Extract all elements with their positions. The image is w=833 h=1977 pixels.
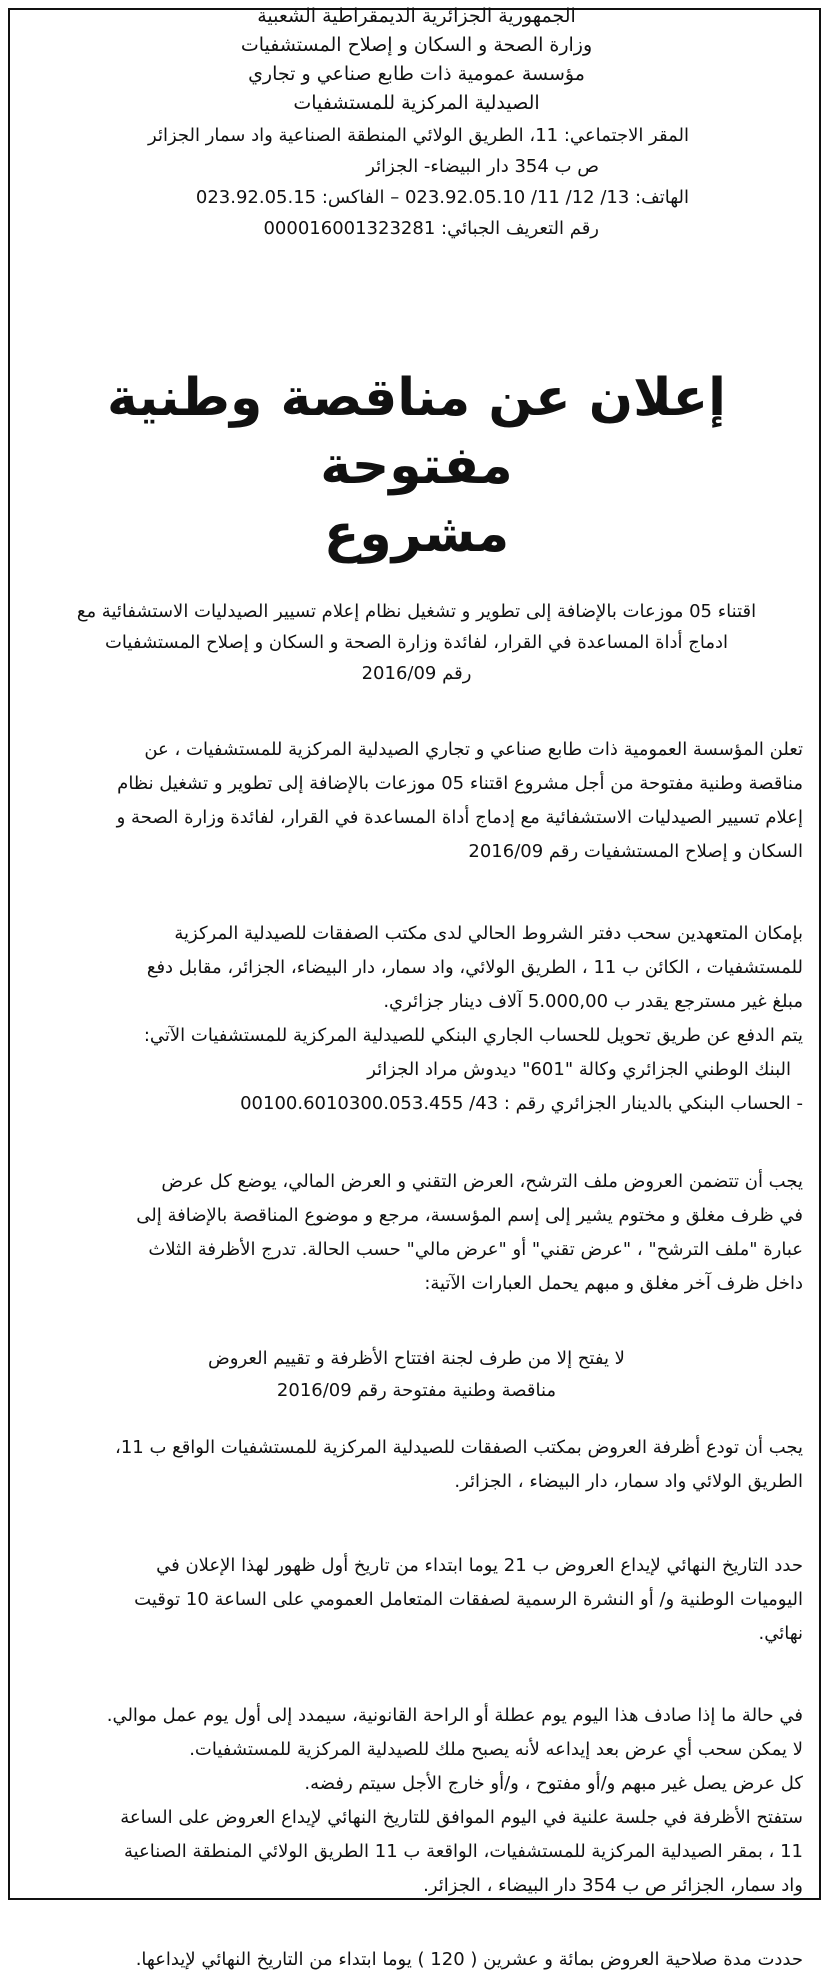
contact-info	[24, 120, 809, 244]
subject-line-1: اقتناء 05 موزعات بالإضافة إلى تطوير و تشغيل نظام إعلام تسيير الصيدليات الاستشفائية مع	[76, 601, 757, 622]
envelope-line-2: مناقصة وطنية مفتوحة رقم 2016/09	[276, 1380, 557, 1401]
paragraph-line: كل عرض يصل غير مبهم و/أو مفتوح ، و/أو خارج الأجل سيتم رفضه.	[304, 1773, 803, 1794]
title-line-2: مشروع	[323, 504, 510, 564]
paragraph-line: تعلن المؤسسة العمومية ذات طابع صناعي و تجاري الصيدلية المركزية للمستشفيات ، عن	[144, 739, 803, 760]
paragraph-line: يجب أن تودع أظرفة العروض بمكتب الصفقات للصيدلية المركزية للمستشفيات الواقع ب 11،	[115, 1437, 803, 1458]
subject-line-3: رقم 2016/09	[361, 663, 472, 684]
paragraph-line: يتم الدفع عن طريق تحويل للحساب الجاري البنكي للصيدلية المركزية للمستشفيات الآتي:	[143, 1025, 803, 1046]
paragraph-line: في ظرف مغلق و مختوم يشير إلى إسم المؤسسة، مرجع و موضوع المناقصة بالإضافة إلى	[136, 1205, 803, 1226]
address-line: المقر الاجتماعي: 11، الطريق الولائي المنطقة الصناعية واد سمار الجزائر	[148, 125, 689, 146]
paragraph-line: يجب أن تتضمن العروض ملف الترشح، العرض التقني و العرض المالي، يوضع كل عرض	[161, 1171, 803, 1192]
paragraph-line: حدد التاريخ النهائي لإيداع العروض ب 21 يوما ابتداء من تاريخ أول ظهور لهذا الإعلان في	[156, 1555, 803, 1576]
paragraph-line: بإمكان المتعهدين سحب دفتر الشروط الحالي لدى مكتب الصفقات للصيدلية المركزية	[174, 923, 803, 944]
paragraph-line: 11 ، بمقر الصيدلية المركزية للمستشفيات، الواقعة ب 11 الطريق الولائي المنطقة الصناعية	[123, 1841, 803, 1862]
bank-name-line: البنك الوطني الجزائري وكالة "601" ديدوش مراد الجزائر	[367, 1059, 791, 1080]
announcement-title	[24, 364, 809, 568]
header-line-pharmacy: الصيدلية المركزية للمستشفيات	[293, 92, 540, 114]
paragraph-line: مبلغ غير مسترجع يقدر ب 5.000,00 آلاف دينار جزائري.	[383, 991, 803, 1012]
phone-fax-line: الهاتف: 13/ 12/ 11/ 023.92.05.10 – الفاكس: 023.92.05.15	[195, 187, 689, 208]
header-line-republic: الجمهورية الجزائرية الديمقراطية الشعبية	[257, 5, 576, 27]
po-box-line: ص ب 354 دار البيضاء- الجزائر	[366, 156, 599, 177]
paragraph-line: في حالة ما إذا صادف هذا اليوم يوم عطلة أو الراحة القانونية، سيمدد إلى أول يوم عمل موالي.	[106, 1705, 803, 1726]
envelope-line-1: لا يفتح إلا من طرف لجنة افتتاح الأظرفة و تقييم العروض	[208, 1348, 625, 1369]
paragraph-rules	[24, 1699, 809, 1903]
tax-id-line: رقم التعريف الجبائي: 000016001323281	[263, 218, 599, 239]
paragraph-line: ستفتح الأظرفة في جلسة علنية في اليوم الموافق للتاريخ النهائي لإيداع العروض على الساعة	[120, 1807, 803, 1828]
paragraph-offers	[24, 1165, 809, 1301]
header-line-establishment: مؤسسة عمومية ذات طابع صناعي و تجاري	[248, 63, 585, 85]
subject-line-2: ادماج أداة المساعدة في القرار، لفائدة وزارة الصحة و السكان و إصلاح المستشفيات	[104, 632, 728, 653]
project-subject	[24, 596, 809, 689]
paragraph-line: واد سمار، الجزائر ص ب 354 دار البيضاء ، الجزائر.	[423, 1875, 803, 1896]
paragraph-line: اليوميات الوطنية و/ أو النشرة الرسمية لصفقات المتعامل العمومي على الساعة 10 توقيت	[134, 1589, 803, 1610]
paragraph-line: مناقصة وطنية مفتوحة من أجل مشروع اقتناء 05 موزعات بالإضافة إلى تطوير و تشغيل نظام	[117, 773, 803, 794]
paragraph-line: إعلام تسيير الصيدليات الاستشفائية مع إدماج أداة المساعدة في القرار، لفائدة وزارة الصحة و	[116, 807, 803, 828]
announcement-document	[24, 0, 809, 1977]
paragraph-line: لا يمكن سحب أي عرض بعد إيداعه لأنه يصبح ملك للصيدلية المركزية للمستشفيات.	[189, 1739, 803, 1760]
title-line-1: إعلان عن مناقصة وطنية مفتوحة	[107, 368, 726, 496]
paragraph-line: حددت مدة صلاحية العروض بمائة و عشرين ( 120 ) يوما ابتداء من التاريخ النهائي لإيداعها.	[135, 1949, 803, 1970]
paragraph-announce	[24, 733, 809, 869]
paragraph-deposit	[24, 1431, 809, 1499]
paragraph-line: عبارة "ملف الترشح" ، "عرض تقني" أو "عرض مالي" حسب الحالة. تدرج الأظرفة الثلاث	[148, 1239, 803, 1260]
paragraph-line: الطريق الولائي واد سمار، دار البيضاء ، الجزائر.	[454, 1471, 803, 1492]
paragraph-specifications	[24, 917, 809, 1121]
header-line-ministry: وزارة الصحة و السكان و إصلاح المستشفيات	[240, 34, 593, 56]
envelope-inscription	[24, 1343, 809, 1407]
paragraph-line: للمستشفيات ، الكائن ب 11 ، الطريق الولائي، واد سمار، دار البيضاء، الجزائر، مقابل دفع	[146, 957, 803, 978]
paragraph-line: السكان و إصلاح المستشفيات رقم 2016/09	[468, 841, 803, 862]
paragraph-line: نهائي.	[758, 1623, 803, 1644]
paragraph-deadline	[24, 1549, 809, 1651]
bank-account-line: - الحساب البنكي بالدينار الجزائري رقم : 43/ 00100.6010300.053.455	[240, 1093, 803, 1114]
letterhead	[24, 0, 809, 118]
paragraph-line: داخل ظرف آخر مغلق و مبهم يحمل العبارات الآتية:	[424, 1273, 803, 1294]
paragraph-validity	[24, 1943, 809, 1977]
